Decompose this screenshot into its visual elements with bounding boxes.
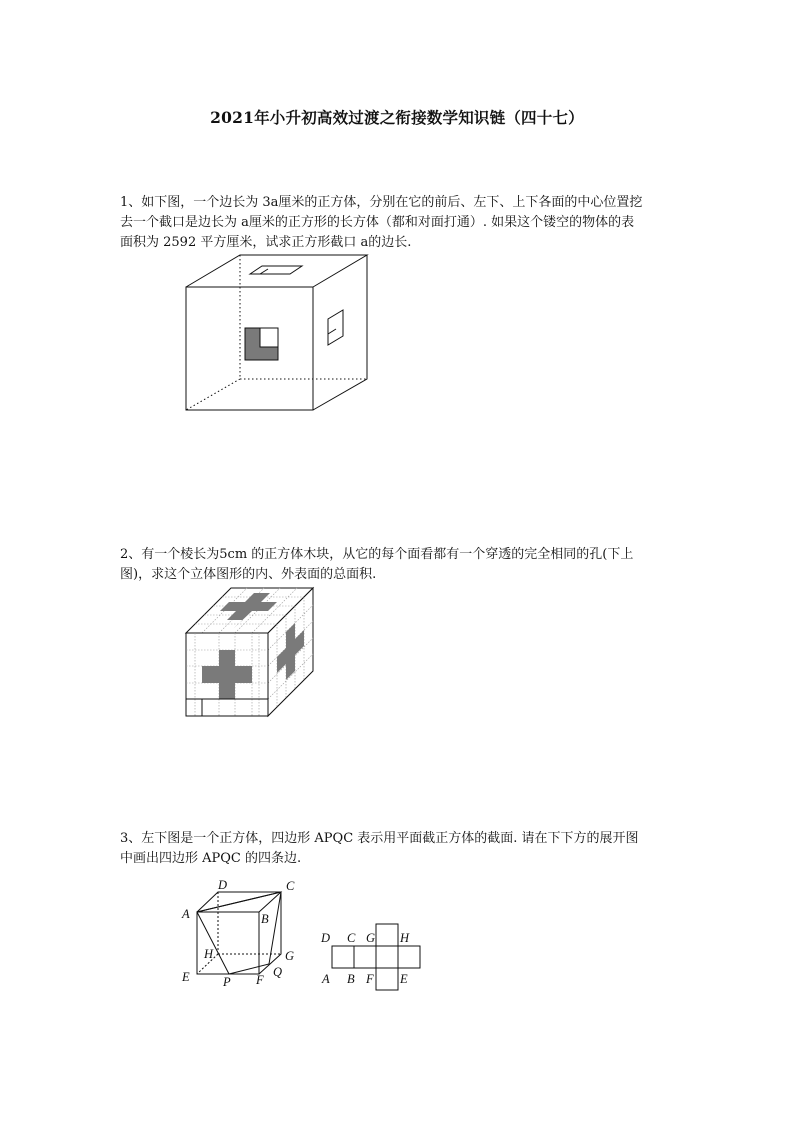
cube-right-edges: [313, 255, 367, 410]
problem-1: [120, 193, 680, 253]
net-label-d: D: [321, 931, 331, 945]
cube-top-edges: [186, 255, 367, 287]
net-label-e: E: [400, 972, 408, 986]
label-h: H: [204, 947, 214, 961]
label-p: P: [223, 975, 231, 989]
section-apqc: [197, 892, 281, 974]
cube-front-face: [186, 633, 268, 716]
net-label-f: F: [366, 972, 374, 986]
net-label-b: B: [347, 972, 355, 986]
cube-hidden-edges: [197, 892, 281, 974]
page-title: 2021年小升初高效过渡之衔接数学知识链（四十七）: [210, 108, 584, 127]
problem-2-line-2: 图)，求这个立体图形的内、外表面的总面积.: [120, 567, 377, 582]
net-label-h: H: [400, 931, 410, 945]
net-label-a: A: [322, 972, 330, 986]
figure-cross-hole-cube: [180, 582, 325, 722]
problem-2: [120, 545, 680, 585]
label-f: F: [256, 973, 264, 987]
cube-front-face: [197, 912, 259, 974]
net-label-c: C: [347, 931, 356, 945]
label-g: G: [285, 949, 295, 963]
front-hole: [245, 328, 278, 360]
problem-1-line-2: 去一个截口是边长为 a厘米的正方形的长方体（都和对面打通）. 如果这个镂空的物体的表: [120, 215, 635, 230]
problem-1-line-1: 1、如下图，一个边长为 3a厘米的正方体，分别在它的前后、左下、上下各面的中心位置挖: [120, 195, 643, 210]
label-c: C: [286, 879, 295, 893]
problem-1-line-3: 面积为 2592 平方厘米，试求正方形截口 a的边长.: [120, 235, 412, 250]
problem-3-line-2: 中画出四边形 APQC 的四条边.: [120, 851, 302, 866]
label-d: D: [218, 878, 228, 892]
right-hole: [328, 310, 343, 345]
label-b: B: [261, 912, 269, 926]
net-label-g: G: [366, 931, 376, 945]
figure-hollow-cube: [180, 250, 380, 420]
figure-cube-section: [176, 876, 306, 992]
problem-3-line-1: 3、左下图是一个正方体，四边形 APQC 表示用平面截正方体的截面. 请在下下方的展开图: [120, 831, 639, 846]
problem-2-line-1: 2、有一个棱长为5cm 的正方体木块，从它的每个面看都有一个穿透的完全相同的孔(下上: [120, 547, 634, 562]
label-e: E: [182, 970, 190, 984]
top-hole: [250, 266, 302, 274]
label-a: A: [182, 907, 190, 921]
figure-cube-net: [318, 918, 428, 994]
problem-3: [120, 829, 680, 869]
label-q: Q: [273, 965, 283, 979]
